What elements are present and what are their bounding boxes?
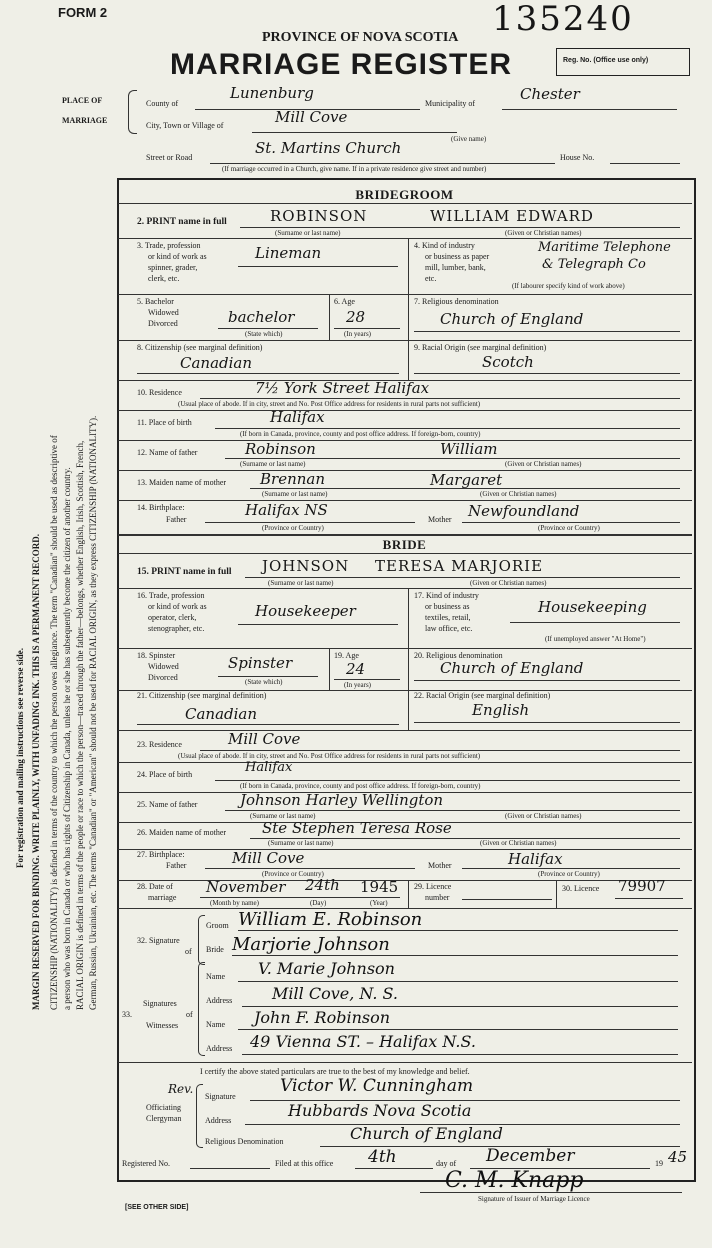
groom-mother-given: Margaret	[430, 471, 503, 489]
b17-label-2: or business as	[425, 602, 470, 611]
b19-line	[334, 679, 400, 680]
province-heading: PROVINCE OF NOVA SCOTIA	[262, 30, 459, 45]
margin-binding-note: MARGIN RESERVED FOR BINDING. WRITE PLAINLY, WITH UNFADING INK. THIS IS A PERMANENT RECORD.	[31, 533, 41, 1010]
groom-surname: ROBINSON	[270, 207, 368, 225]
bride-citizenship: Canadian	[185, 705, 258, 723]
bride-racial: English	[472, 701, 530, 719]
w2-name-line	[238, 1029, 678, 1030]
b27-father-hint: (Province or Country)	[262, 870, 324, 878]
w2-address-line	[242, 1054, 678, 1055]
g10-hint: (Usual place of abode. If in city, street and No. Post Office address for residents in rural parts not sufficient)	[178, 400, 481, 408]
g8-label: 8. Citizenship (see marginal definition)	[137, 343, 263, 352]
b17-label-4: law office, etc.	[425, 624, 473, 633]
b-rule-9	[118, 880, 692, 881]
b-vdiv-4	[408, 690, 409, 730]
b18-label-3: Divorced	[148, 673, 178, 682]
filed-year: 45	[668, 1148, 688, 1166]
groom-birthplace: Halifax	[270, 408, 325, 426]
form-number: FORM 2	[58, 5, 108, 20]
place-bracket	[128, 90, 137, 134]
house-label: House No.	[560, 153, 595, 162]
w-label-1: Signatures	[143, 999, 177, 1008]
witness2-address: 49 Vienna ST. – Halifax N.S.	[250, 1032, 476, 1051]
day-of-label: day of	[436, 1159, 457, 1168]
w-label-3: Witnesses	[146, 1021, 179, 1030]
m30-label: 30. Licence	[562, 884, 600, 893]
b22-label: 22. Racial Origin (see marginal definition)	[414, 691, 551, 700]
witness1-name: V. Marie Johnson	[258, 959, 395, 978]
city-value: Mill Cove	[275, 108, 348, 126]
m28-year-hint: (Year)	[370, 899, 388, 907]
officiating-label-1: Officiating	[146, 1103, 181, 1112]
b17-line	[510, 622, 680, 623]
margin-racial-1: RACIAL ORIGIN is defined in terms of the people or race to which the person—traced through the father—belongs, whether English, Irish, Scottish, French,	[75, 440, 85, 1010]
groom-signature: William E. Robinson	[238, 909, 423, 930]
g13-line	[250, 488, 680, 489]
county-value: Lunenburg	[230, 84, 314, 102]
bride-mother-birthplace: Halifax	[508, 850, 563, 868]
clergy-address-label: Address	[205, 1116, 232, 1125]
w-number: 33.	[122, 1010, 132, 1019]
page-title: MARRIAGE REGISTER	[170, 48, 513, 81]
bride-age: 24	[346, 660, 366, 678]
g12-line	[225, 458, 680, 459]
g7-line	[414, 331, 680, 332]
year-prefix: 19	[655, 1159, 663, 1168]
bride-trade: Housekeeper	[255, 602, 356, 620]
b23-label: 23. Residence	[137, 740, 182, 749]
m30-line	[615, 898, 683, 899]
w-bracket	[198, 962, 205, 1056]
clergy-sig-label: Signature	[205, 1092, 236, 1101]
issuer-label: Signature of Issuer of Marriage Licence	[478, 1195, 590, 1203]
g6-hint: (In years)	[344, 330, 372, 338]
b25-surname-hint: (Surname or last name)	[250, 812, 316, 820]
see-other-side: [SEE OTHER SIDE]	[125, 1204, 189, 1211]
g9-line	[414, 373, 680, 374]
g14-label-1: 14. Birthplace:	[137, 503, 185, 512]
street-label: Street or Road	[146, 153, 193, 162]
groom-father-birthplace: Halifax NS	[245, 501, 328, 519]
b27-label-2: Father	[166, 861, 187, 870]
groom-religion: Church of England	[440, 310, 584, 328]
g4-label-2: or business as paper	[425, 252, 490, 261]
margin-citizenship-1: CITIZENSHIP (NATIONALITY) is defined in terms of the country to which the person owes allegiance. The term "Canadian" should be used as descriptive of	[49, 435, 59, 1010]
g5-label-3: Divorced	[148, 319, 178, 328]
groom-sig-label: Groom	[206, 921, 229, 930]
g-vdiv-3	[408, 294, 409, 340]
w-label-2: of	[186, 1010, 193, 1019]
filed-day-line	[355, 1168, 433, 1169]
g-vdiv-4	[408, 340, 409, 380]
b18-label-2: Widowed	[148, 662, 179, 671]
g11-line	[215, 428, 680, 429]
rev-mark: Rev.	[168, 1082, 194, 1096]
groom-head-rule	[118, 203, 692, 204]
officiating-label-2: Clergyman	[146, 1114, 182, 1123]
g-rule-6	[118, 440, 692, 441]
clergy-denomination: Church of England	[350, 1124, 503, 1143]
b25-line	[225, 810, 680, 811]
groom-father-given: William	[440, 440, 498, 458]
m29-label-2: number	[425, 893, 450, 902]
b18-label-1: 18. Spinster	[137, 651, 176, 660]
m-vdiv-1	[408, 880, 409, 908]
clergy-signature: Victor W. Cunningham	[280, 1076, 474, 1096]
groom-trade: Lineman	[255, 244, 322, 262]
register-number: 135240	[492, 0, 634, 39]
g13-given-hint: (Given or Christian names)	[480, 490, 557, 498]
g5-line	[218, 328, 318, 329]
marriage-year: 1945	[360, 878, 399, 896]
b-vdiv-3	[408, 648, 409, 690]
w2-address-label: Address	[206, 1044, 233, 1053]
groom-residence: 7½ York Street Halifax	[255, 379, 430, 397]
g6-label: 6. Age	[334, 297, 355, 306]
b-rule-4	[118, 730, 692, 731]
g13-surname-hint: (Surname or last name)	[262, 490, 328, 498]
groom-father-surname: Robinson	[245, 440, 316, 458]
bride-industry: Housekeeping	[538, 598, 647, 616]
g2-line	[240, 227, 680, 228]
city-line	[252, 132, 457, 133]
g5-label-1: 5. Bachelor	[137, 297, 174, 306]
g12-surname-hint: (Surname or last name)	[240, 460, 306, 468]
street-value: St. Martins Church	[255, 139, 402, 157]
filed-month: December	[486, 1146, 575, 1166]
b15-line	[245, 577, 680, 578]
b22-line	[414, 722, 680, 723]
bride-father: Johnson Harley Wellington	[240, 791, 444, 809]
b27-mother-hint: (Province or Country)	[538, 870, 600, 878]
b18-hint: (State which)	[245, 678, 283, 686]
bride-religion: Church of England	[440, 659, 584, 677]
g3-label-3: spinner, grader,	[148, 263, 198, 272]
groom-citizenship: Canadian	[180, 354, 253, 372]
witness1-address: Mill Cove, N. S.	[272, 984, 398, 1003]
give-name-hint: (Give name)	[451, 135, 487, 143]
g-rule-5	[118, 410, 692, 411]
g3-line	[238, 266, 398, 267]
b19-hint: (In years)	[344, 681, 372, 689]
g14-father-line	[205, 522, 415, 523]
licence-number: 79907	[618, 877, 666, 895]
place-label: PLACE OF	[62, 96, 103, 105]
g-rule-1	[118, 238, 692, 239]
m28-line	[200, 897, 400, 898]
bride-residence: Mill Cove	[228, 730, 301, 748]
bride-heading: BRIDE	[382, 537, 427, 552]
margin-instructions: For registration and mailing instructions see reverse side.	[15, 648, 25, 868]
s32-label-2: of	[185, 947, 192, 956]
margin-racial-2: German, Russian, Ukrainian, etc. The terms "Canadian" or "American" should not be used for RACIAL ORIGIN, as they express CITIZENSHIP (NATIONALITY).	[88, 415, 98, 1010]
city-label: City, Town or Village of	[146, 121, 224, 130]
b15-surname-hint: (Surname or last name)	[268, 579, 334, 587]
g11-label: 11. Place of birth	[137, 418, 192, 427]
bridegroom-heading: BRIDEGROOM	[355, 187, 454, 202]
g7-label: 7. Religious denomination	[414, 297, 499, 306]
g14-mother-line	[462, 522, 680, 523]
g13-label: 13. Maiden name of mother	[137, 478, 227, 487]
registered-label: Registered No.	[122, 1159, 170, 1168]
b15-label: 15. PRINT name in full	[137, 567, 232, 577]
groom-status: bachelor	[228, 308, 295, 326]
g4-label-4: etc.	[425, 274, 437, 283]
g4-hint: (If labourer specify kind of work above)	[512, 282, 625, 290]
g-rule-8	[118, 500, 692, 501]
marriage-month: November	[206, 878, 286, 896]
b15-given-hint: (Given or Christian names)	[470, 579, 547, 587]
b-rule-5	[118, 762, 692, 763]
g2-given-hint: (Given or Christian names)	[505, 229, 582, 237]
filed-label: Filed at this office	[275, 1159, 334, 1168]
groom-sig-line	[238, 930, 678, 931]
bride-mother: Ste Stephen Teresa Rose	[262, 819, 452, 837]
municipality-value: Chester	[520, 85, 580, 103]
b17-label-1: 17. Kind of industry	[414, 591, 479, 600]
g-rule-3	[118, 340, 692, 341]
g6-line	[334, 328, 400, 329]
b27-label-1: 27. Birthplace:	[137, 850, 185, 859]
m28-month-hint: (Month by name)	[210, 899, 259, 907]
bride-status: Spinster	[228, 654, 293, 672]
b27-mother-line	[462, 868, 680, 869]
w2-name-label: Name	[206, 1020, 226, 1029]
b18-line	[218, 676, 318, 677]
s32-bracket	[198, 915, 205, 965]
bride-sig-line	[232, 955, 678, 956]
b21-line	[137, 724, 399, 725]
b27-mother-label: Mother	[428, 861, 452, 870]
b26-given-hint: (Given or Christian names)	[480, 839, 557, 847]
g2-label: 2. PRINT name in full	[137, 217, 227, 227]
g10-label: 10. Residence	[137, 388, 182, 397]
g12-given-hint: (Given or Christian names)	[505, 460, 582, 468]
g10-line	[200, 398, 680, 399]
bride-father-birthplace: Mill Cove	[232, 849, 305, 867]
municipality-label: Municipality of	[425, 99, 475, 108]
w1-name-line	[238, 981, 678, 982]
g3-label-1: 3. Trade, profession	[137, 241, 201, 250]
bride-head-rule-top	[118, 534, 692, 536]
municipality-line	[502, 109, 677, 110]
w-rule	[118, 1062, 692, 1063]
reg-no-label: Reg. No. (Office use only)	[563, 57, 649, 64]
w1-address-line	[242, 1006, 678, 1007]
g4-label-3: mill, lumber, bank,	[425, 263, 486, 272]
m28-label-1: 28. Date of	[137, 882, 173, 891]
g-vdiv-2	[329, 294, 330, 340]
bride-signature: Marjorie Johnson	[232, 934, 390, 955]
g5-label-2: Widowed	[148, 308, 179, 317]
bride-given: TERESA MARJORIE	[375, 557, 544, 575]
b20-label: 20. Religious denomination	[414, 651, 503, 660]
g14-label-2: Father	[166, 515, 187, 524]
g4-label-1: 4. Kind of industry	[414, 241, 475, 250]
g-vdiv-1	[408, 238, 409, 294]
b-vdiv-2	[329, 648, 330, 690]
w1-name-label: Name	[206, 972, 226, 981]
bride-birthplace: Halifax	[245, 760, 293, 775]
margin-citizenship-2: a person who was born in Canada or who has rights of Citizenship in Canada, unless he or she has subsequently become the citizen of another country.	[62, 467, 72, 1010]
registered-line	[190, 1168, 270, 1169]
b27-father-line	[205, 868, 415, 869]
g11-hint: (If born in Canada, province, county and post office address. If foreign-born, country)	[240, 430, 481, 438]
g3-label-2: or kind of work as	[148, 252, 207, 261]
g14-father-hint: (Province or Country)	[262, 524, 324, 532]
g14-mother-hint: (Province or Country)	[538, 524, 600, 532]
bride-head-rule	[118, 553, 692, 554]
b-rule-2	[118, 648, 692, 649]
filed-day: 4th	[368, 1147, 397, 1167]
groom-mother-birthplace: Newfoundland	[468, 502, 580, 520]
g2-surname-hint: (Surname or last name)	[275, 229, 341, 237]
w1-address-label: Address	[206, 996, 233, 1005]
m29-label-1: 29. Licence	[414, 882, 452, 891]
b24-label: 24. Place of birth	[137, 770, 193, 779]
house-line	[610, 163, 680, 164]
b16-label-4: stenographer, etc.	[148, 624, 205, 633]
s32-label-1: 32. Signature	[137, 936, 180, 945]
g12-label: 12. Name of father	[137, 448, 198, 457]
b-rule-1	[118, 588, 692, 589]
g8-line	[137, 373, 399, 374]
b16-label-3: operator, clerk,	[148, 613, 197, 622]
groom-mother-surname: Brennan	[260, 470, 325, 488]
clergy-bracket	[196, 1084, 203, 1148]
b25-given-hint: (Given or Christian names)	[505, 812, 582, 820]
m29-line	[462, 899, 552, 900]
issuer-signature: C. M. Knapp	[445, 1168, 584, 1193]
b24-hint: (If born in Canada, province, county and post office address. If foreign-born, country)	[240, 782, 481, 790]
groom-racial: Scotch	[482, 353, 534, 371]
g-rule-2	[118, 294, 692, 295]
b16-label-2: or kind of work as	[148, 602, 207, 611]
b-vdiv-1	[408, 588, 409, 648]
office-reg-box	[556, 48, 690, 76]
b16-label-1: 16. Trade, profession	[137, 591, 205, 600]
g5-hint: (State which)	[245, 330, 283, 338]
clergy-denom-label: Religious Denomination	[205, 1137, 284, 1146]
g14-mother-label: Mother	[428, 515, 452, 524]
b21-label: 21. Citizenship (see marginal definition)	[137, 691, 267, 700]
b16-line	[238, 624, 398, 625]
b23-hint: (Usual place of abode. If in city, street and No. Post Office address for residents in rural parts not sufficient)	[178, 752, 481, 760]
g3-label-4: clerk, etc.	[148, 274, 180, 283]
county-label: County of	[146, 99, 179, 108]
groom-industry-1: Maritime Telephone	[538, 240, 671, 255]
g9-label: 9. Racial Origin (see marginal definition)	[414, 343, 547, 352]
clergy-address: Hubbards Nova Scotia	[288, 1101, 472, 1120]
groom-industry-2: & Telegraph Co	[542, 257, 646, 272]
b25-label: 25. Name of father	[137, 800, 198, 809]
bride-sig-label: Bride	[206, 945, 224, 954]
b20-line	[414, 680, 680, 681]
street-line	[210, 163, 555, 164]
b-rule-8	[118, 849, 692, 850]
b23-line	[200, 750, 680, 751]
m-vdiv-2	[556, 880, 557, 908]
bride-surname: JOHNSON	[262, 557, 350, 575]
m28-day-hint: (Day)	[310, 899, 327, 907]
b19-label: 19. Age	[334, 651, 359, 660]
marriage-label: MARRIAGE	[62, 116, 108, 125]
g-rule-7	[118, 470, 692, 471]
witness2-name: John F. Robinson	[254, 1008, 391, 1027]
certify-text: I certify the above stated particulars are true to the best of my knowledge and belief.	[200, 1067, 470, 1076]
b24-line	[215, 780, 680, 781]
b26-surname-hint: (Surname or last name)	[268, 839, 334, 847]
place-note: (If marriage occurred in a Church, give name. If in a private residence give street and number)	[222, 165, 487, 173]
b17-hint: (If unemployed answer "At Home")	[545, 635, 646, 643]
groom-age: 28	[346, 308, 366, 326]
marriage-day: 24th	[305, 876, 340, 894]
issuer-line	[420, 1192, 682, 1193]
b26-label: 26. Maiden name of mother	[137, 828, 227, 837]
groom-given: WILLIAM EDWARD	[430, 207, 594, 225]
m28-label-2: marriage	[148, 893, 177, 902]
b17-label-3: textiles, retail,	[425, 613, 471, 622]
